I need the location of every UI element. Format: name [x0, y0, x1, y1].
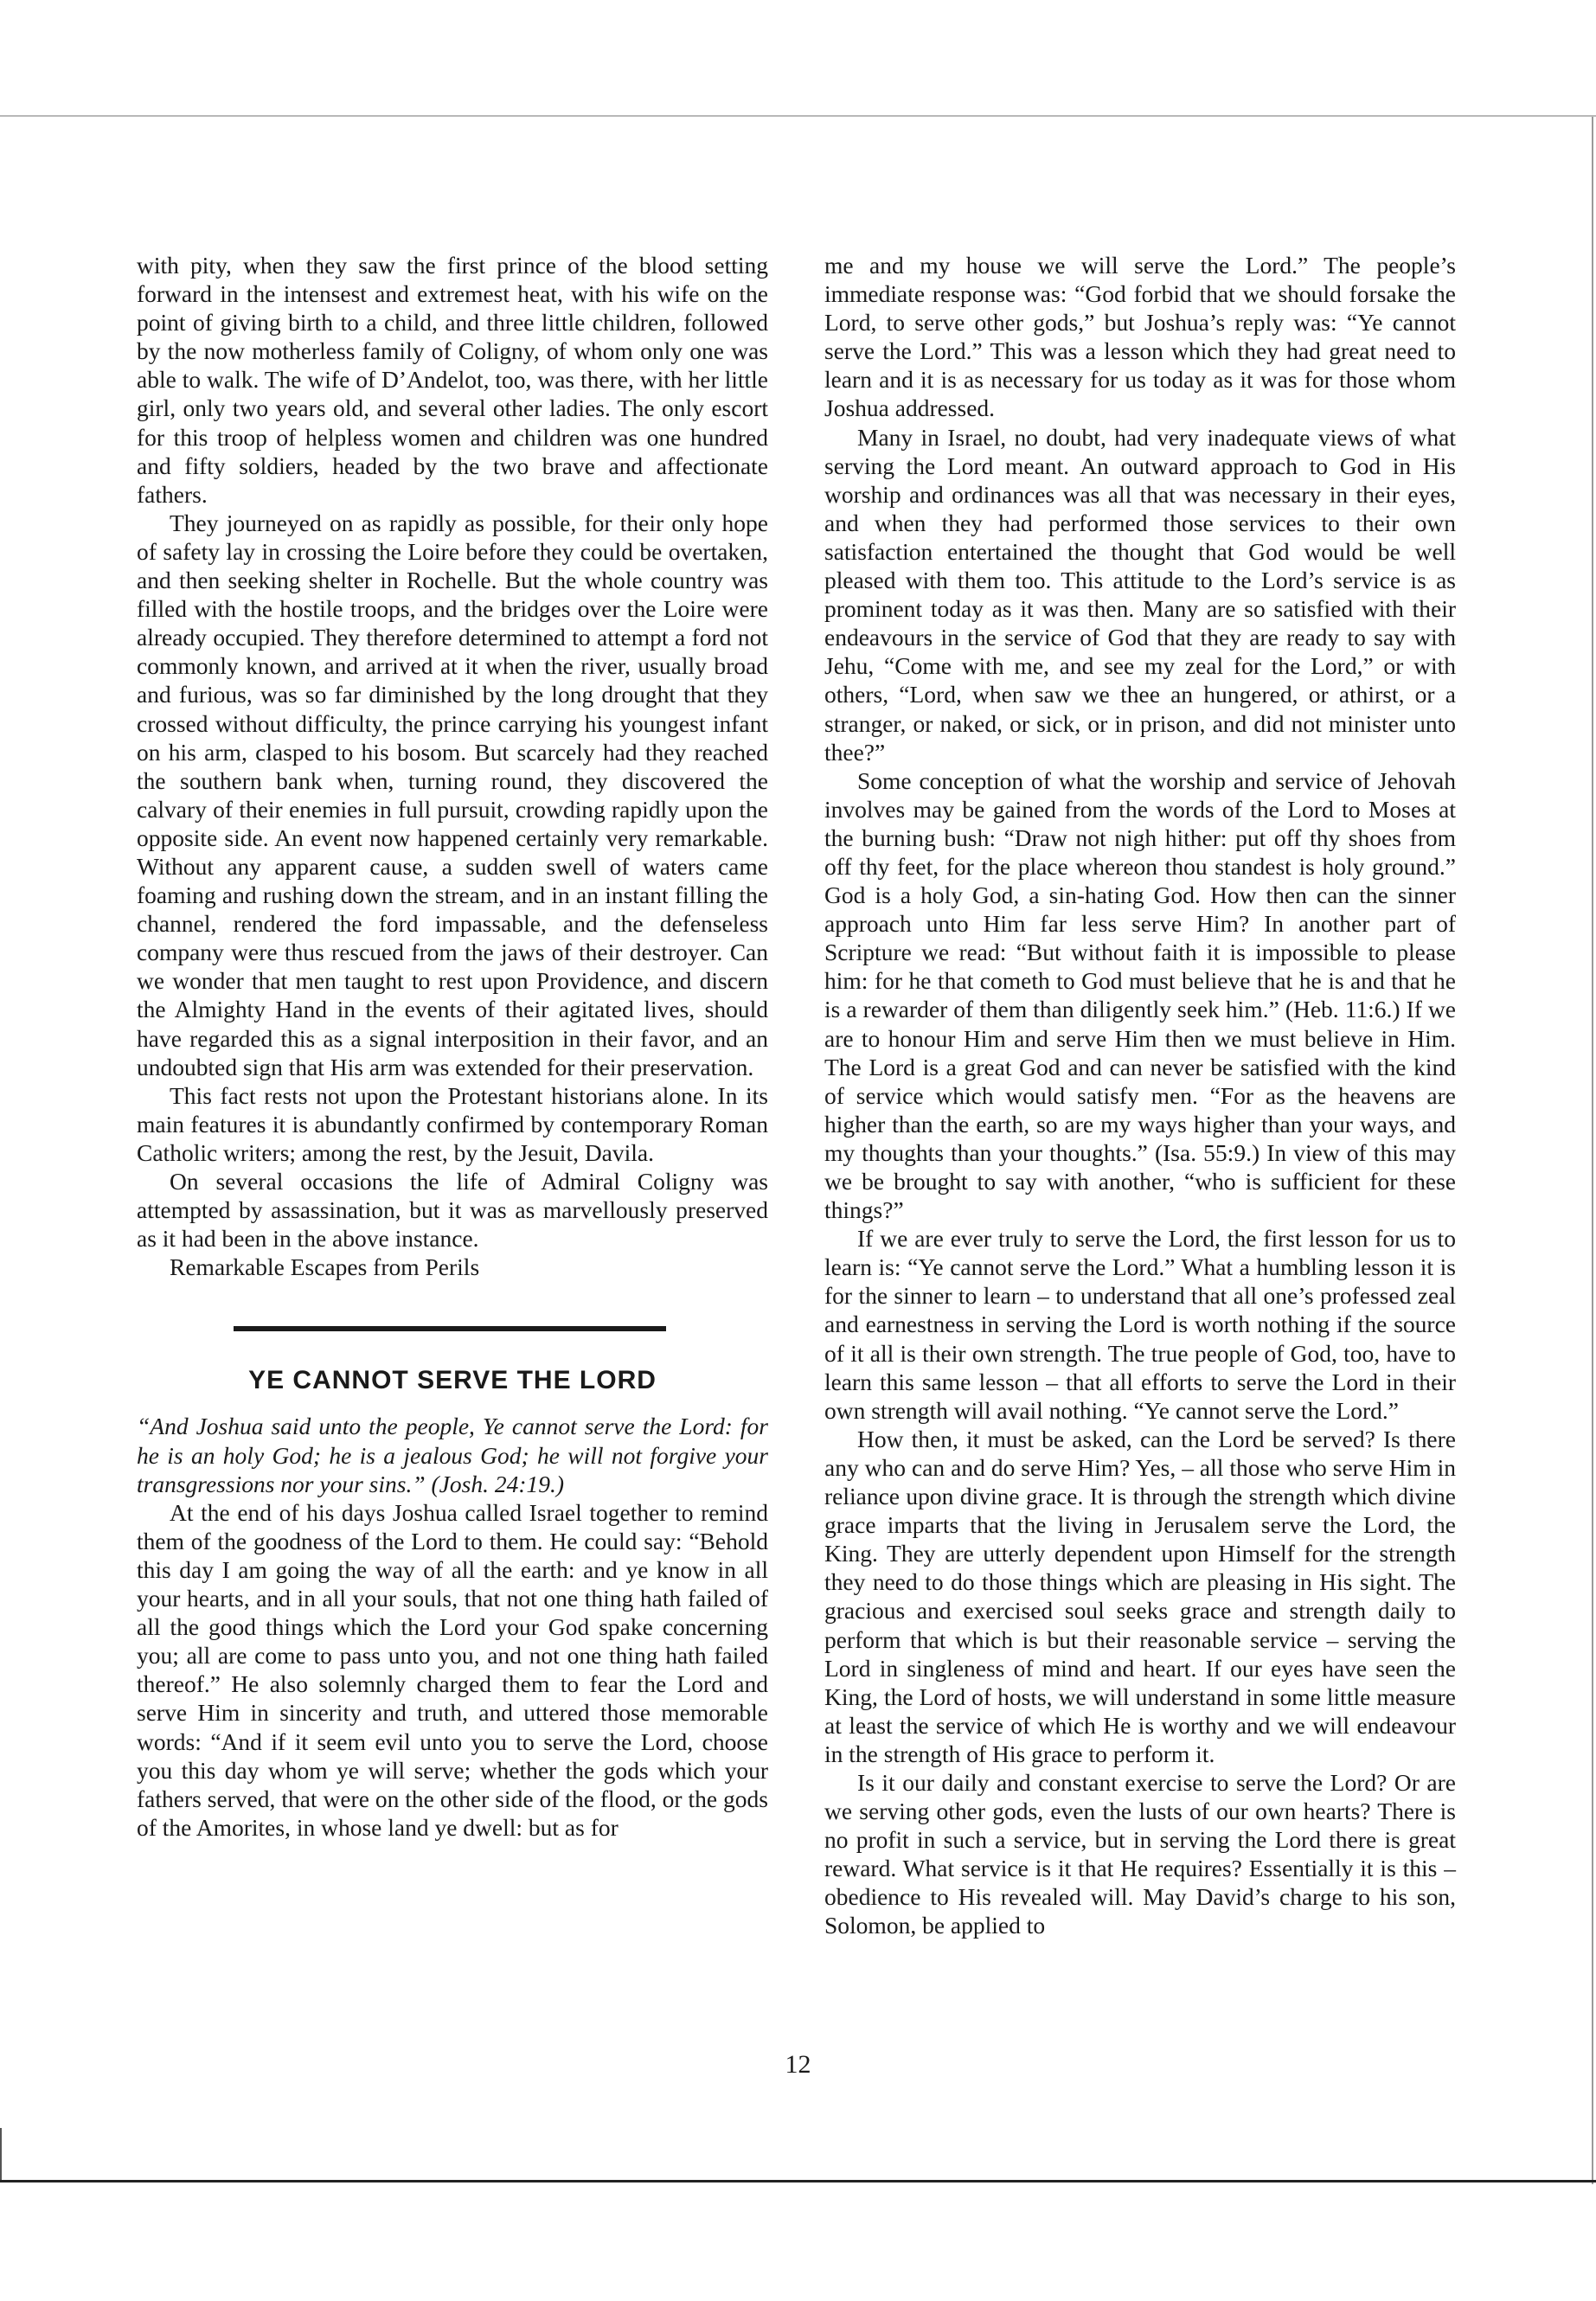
right-border-rule — [1592, 117, 1593, 2184]
article-title: YE CANNOT SERVE THE LORD — [248, 1366, 657, 1395]
left-column — [137, 251, 768, 1842]
bottom-border-rule — [0, 2180, 1596, 2182]
paragraph: Is it our daily and constant exercise to serve the Lord? Or are we serving other gods, even the lusts of our own hearts? There is no profit in such a service, but in serving the Lord there is great reward. What service is it that He requires? Essentially it is this – obedience to His revealed will. May David’s charge to his son, Solomon, be applied to — [824, 1768, 1456, 1939]
page-number: 12 — [785, 2050, 811, 2079]
paragraph: On several occasions the life of Admiral Coligny was attempted by assassination, but it was as marvellously preserved as it had been in the above instance. — [137, 1168, 768, 1253]
paragraph: If we are ever truly to serve the Lord, the first lesson for us to learn is: “Ye cannot serve the Lord.” What a humbling lesson it is for the sinner to learn – to understand that all one’s professed zeal and earnestness in serving the Lord is worth nothing if the source of it all is their own strength. The true people of God, too, have to learn this same lesson – that all efforts to serve the Lord in their own strength will avail nothing. “Ye cannot serve the Lord.” — [824, 1225, 1456, 1424]
paragraph: They journeyed on as rapidly as possible, for their only hope of safety lay in crossing the Loire before they could be overtaken, and then seeking shelter in Rochelle. But the whole country was filled with the hostile troops, and the bridges over the Loire were already occupied. They therefore determined to attempt a ford not commonly known, and arrived at it when the river, usually broad and furious, was so far diminished by the long drought that they crossed without difficulty, the prince carrying his youngest infant on his arm, clasped to his bosom. But scarcely had they reached the southern bank when, turning round, they discovered the calvary of their enemies in full pursuit, crowding rapidly upon the opposite side. An event now happened certainly very remarkable. Without any apparent cause, a sudden swell of waters came foaming and rushing down the stream, and in an instant filling the channel, rendered the ford impassable, and the defenseless company were thus rescued from the jaws of their destroyer. Can we wonder that men taught to rest upon Providence, and discern the Almighty Hand in the events of their agitated lives, should have regarded this as a signal interposition in their favor, and an undoubted sign that His arm was extended for their preservation. — [137, 509, 768, 1080]
paragraph: me and my house we will serve the Lord.” The people’s immediate response was: “God forbid that we should forsake the Lord, to serve other gods,” but Joshua’s reply was: “Ye cannot serve the Lord.” This was a lesson which they had great need to learn and it is as necessary for us today as it was for those whom Joshua addressed. — [824, 252, 1456, 422]
right-column — [824, 251, 1456, 1940]
paragraph: How then, it must be asked, can the Lord be served? Is there any who can and do serve Him? Yes, – all those who serve Him in reliance upon divine grace. It is through the strength which divine grace imparts that the living in Jerusalem serve the Lord, the King. They are utterly dependent upon Himself for the strength they need to do those things which are pleasing in His sight. The gracious and exercised soul seeks grace and strength daily to perform that which is but their reasonable service – serving the Lord in singleness of mind and heart. If our eyes have seen the King, the Lord of hosts, we will understand in some little measure at least the service of which He is worthy and we will endeavour in the strength of His grace to perform it. — [824, 1425, 1456, 1767]
paragraph: At the end of his days Joshua called Israel together to remind them of the goodness of the Lord to them. He could say: “Behold this day I am going the way of all the earth: and ye know in all your hearts, and in all your souls, that not one thing hath failed of all the good things which the Lord your God spake concerning you; all are come to pass unto you, and not one thing hath failed thereof.” He also solemnly charged them to fear the Lord and serve Him in sincerity and truth, and uttered those memorable words: “And if it seem evil unto you to serve the Lord, choose you this day whom ye will serve; whether the gods which your fathers served, that were on the other side of the flood, or the gods of the Amorites, in whose land ye dwell: but as for — [137, 1498, 768, 1841]
source-attribution: Remarkable Escapes from Perils — [170, 1253, 480, 1281]
left-border-mark — [0, 2128, 2, 2180]
epigraph: “And Joshua said unto the people, Ye cannot serve the Lord: for he is an holy God; he is a jealous God; he will not forgive your transgressions nor your sins.” (Josh. 24:19.) — [137, 1413, 768, 1497]
section-divider — [234, 1326, 666, 1331]
top-border-rule — [0, 115, 1596, 117]
paragraph: with pity, when they saw the first prince of the blood setting forward in the intensest and extremest heat, with his wife on the point of giving birth to a child, and three little children, followed by the now motherless family of Coligny, of whom only one was able to walk. The wife of D’Andelot, too, was there, with her little girl, only two years old, and several other ladies. The only escort for this troop of helpless women and children was one hundred and fifty soldiers, headed by the two brave and affectionate fathers. — [137, 252, 768, 508]
paragraph: Many in Israel, no doubt, had very inadequate views of what serving the Lord meant. An outward approach to God in His worship and ordinances was all that was necessary in their eyes, and when they had performed those services to their own satisfaction entertained the thought that God would be well pleased with them too. This attitude to the Lord’s service is as prominent today as it was then. Many are so satisfied with their endeavours in the service of God that they are ready to say with Jehu, “Come with me, and see my zeal for the Lord,” or with others, “Lord, when saw we thee an hungered, or athirst, or a stranger, or naked, or sick, or in prison, and did not minister unto thee?” — [824, 423, 1456, 766]
paragraph: This fact rests not upon the Protestant historians alone. In its main features it is abundantly confirmed by contemporary Roman Catholic writers; among the rest, by the Jesuit, Davila. — [137, 1081, 768, 1166]
paragraph: Some conception of what the worship and service of Jehovah involves may be gained from the words of the Lord to Moses at the burning bush: “Draw not nigh hither: put off thy shoes from off thy feet, for the place whereon thou standest is holy ground.” God is a holy God, a sin-hating God. How then can the sinner approach unto Him far less serve Him? In another part of Scripture we read: “But without faith it is impossible to please him: for he that cometh to God must believe that he is and that he is a rewarder of them than diligently seek him.” (Heb. 11:6.) If we are to honour Him and serve Him then we must believe in Him. The Lord is a great God and can never be satisfied with the kind of service which would satisfy men. “For as the heavens are higher than the earth, so are my ways higher than your ways, and my thoughts than your thoughts.” (Isa. 55:9.) In view of this may we be brought to say with another, “who is sufficient for these things?” — [824, 766, 1456, 1224]
